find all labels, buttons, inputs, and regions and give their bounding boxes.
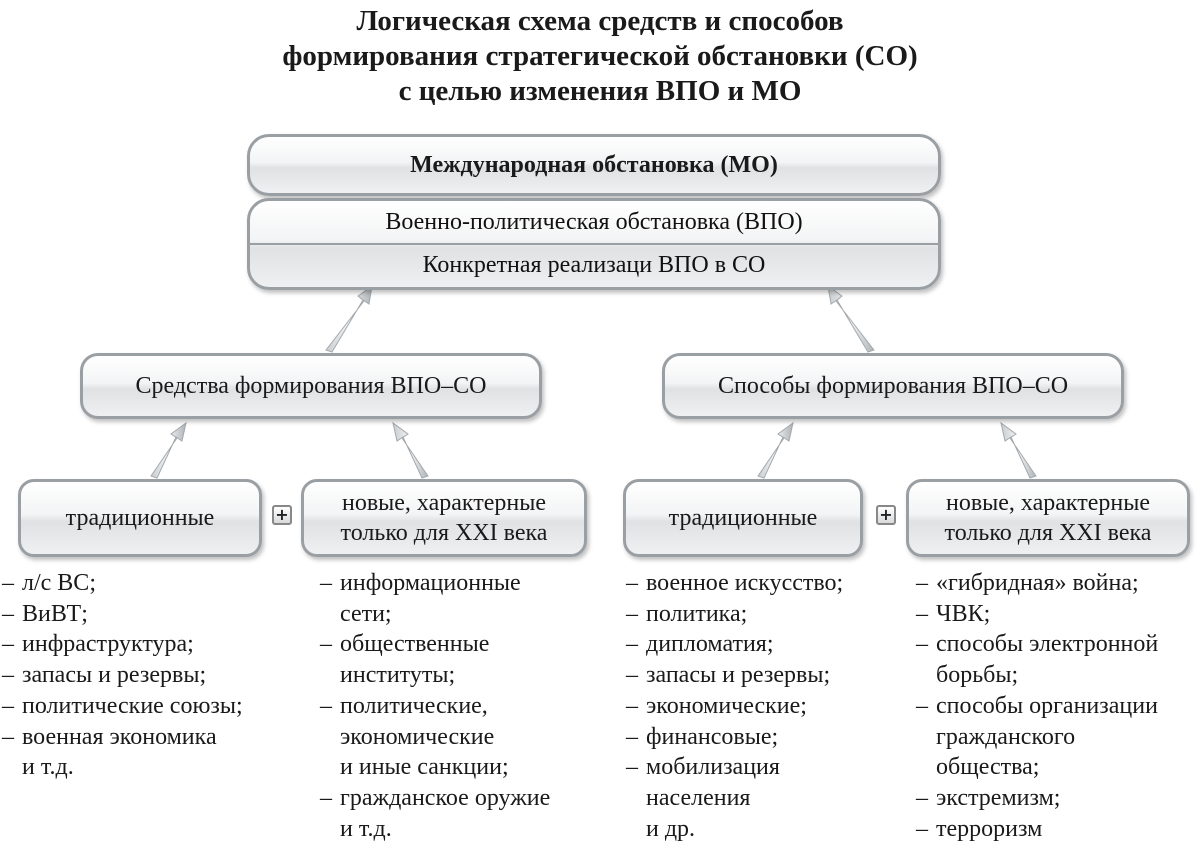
- list-item: – инфраструктура;: [2, 629, 292, 660]
- arrow-trad-methods-up: [758, 423, 793, 478]
- list-item: – мобилизация населения и др.: [626, 752, 906, 844]
- military-political-situation-label: Военно-политическая обстановка (ВПО): [385, 208, 803, 235]
- list-item: – политика;: [626, 599, 906, 630]
- title-line-2: формирования стратегической обстановки (СО): [282, 40, 918, 72]
- methods-new-box: [906, 479, 1190, 557]
- means-new-list: [320, 568, 610, 844]
- means-traditional-label: традиционные: [65, 504, 215, 531]
- list-item: – военная экономика и т.д.: [2, 722, 292, 783]
- arrow-methods-to-top: [828, 286, 874, 352]
- methods-traditional-label: традиционные: [668, 504, 818, 531]
- list-item: – информационные сети;: [320, 568, 610, 629]
- list-item: – «гибридная» война;: [916, 568, 1200, 599]
- arrow-new-means-up: [393, 423, 428, 478]
- list-item: – способы электронной борьбы;: [916, 629, 1200, 690]
- list-item: – способы организации гражданского общества;: [916, 691, 1200, 783]
- list-item: – экстремизм;: [916, 783, 1200, 814]
- list-item: – ЧВК;: [916, 599, 1200, 630]
- means-new-box: [301, 479, 587, 557]
- arrow-trad-means-up: [151, 423, 186, 478]
- means-box: [80, 353, 542, 419]
- methods-new-label-line2: только для XXI века: [944, 520, 1152, 546]
- methods-new-list: [916, 568, 1200, 844]
- international-situation-box: [247, 134, 941, 196]
- arrow-new-methods-up: [1001, 423, 1036, 478]
- list-item: – общественные институты;: [320, 629, 610, 690]
- list-item: – гражданское оружие и т.д.: [320, 783, 610, 844]
- list-item: – ВиВТ;: [2, 599, 292, 630]
- methods-label: Способы формирования ВПО–СО: [717, 372, 1069, 399]
- list-item: – запасы и резервы;: [626, 660, 906, 691]
- means-traditional-list: [2, 568, 292, 783]
- means-traditional-box: [18, 479, 262, 557]
- list-item: – политические, экономические и иные санкции;: [320, 691, 610, 783]
- methods-traditional-box: [623, 479, 863, 557]
- list-item: – финансовые;: [626, 722, 906, 753]
- plus-icon: +: [272, 505, 292, 525]
- realization-label: Конкретная реализаци ВПО в СО: [422, 251, 766, 278]
- list-item: – дипломатия;: [626, 629, 906, 660]
- list-item: – запасы и резервы;: [2, 660, 292, 691]
- title-line-1: Логическая схема средств и способов: [356, 5, 844, 37]
- list-item: – экономические;: [626, 691, 906, 722]
- title-line-3: с целью изменения ВПО и МО: [398, 75, 802, 107]
- plus-icon: +: [876, 505, 896, 525]
- methods-new-label-line1: новые, характерные: [945, 490, 1151, 516]
- arrow-means-to-top: [326, 286, 372, 352]
- list-item: – л/с ВС;: [2, 568, 292, 599]
- means-new-label-line1: новые, характерные: [341, 490, 547, 516]
- list-item: – политические союзы;: [2, 691, 292, 722]
- methods-box: [662, 353, 1124, 419]
- list-item: – терроризм: [916, 814, 1200, 845]
- means-new-label-line2: только для XXI века: [340, 520, 548, 546]
- methods-traditional-list: [626, 568, 906, 844]
- list-item: – военное искусство;: [626, 568, 906, 599]
- international-situation-label: Международная обстановка (МО): [410, 151, 778, 178]
- means-label: Средства формирования ВПО–СО: [135, 372, 487, 399]
